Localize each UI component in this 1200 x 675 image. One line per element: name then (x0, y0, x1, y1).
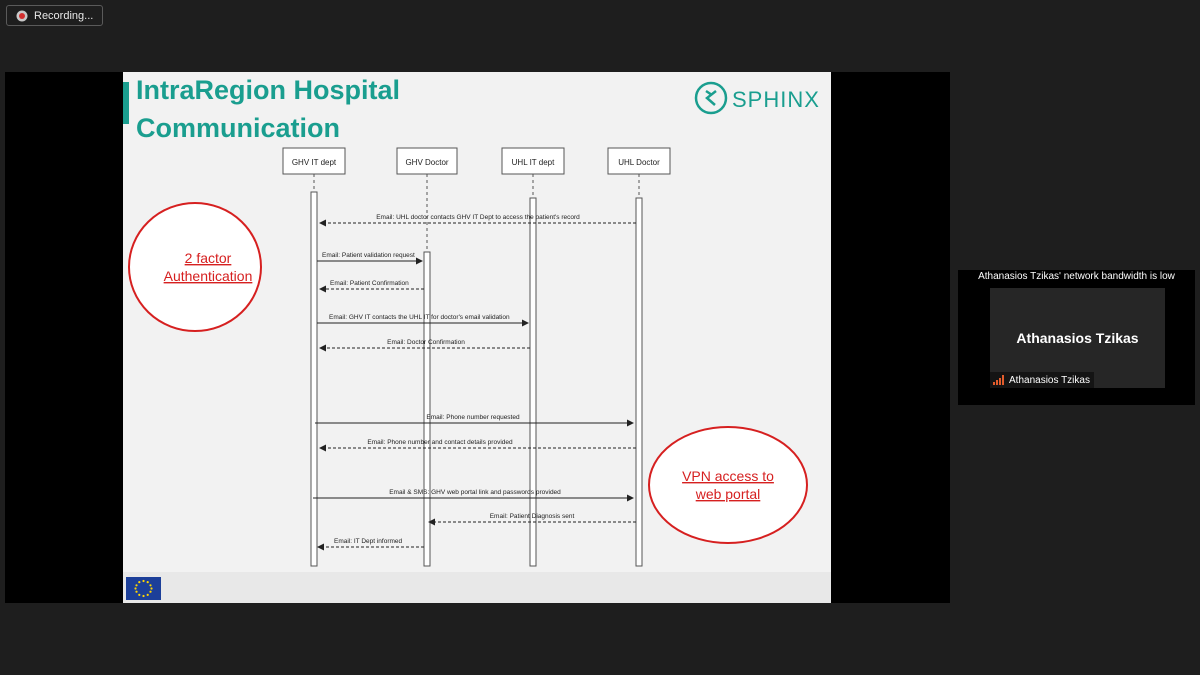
svg-text:web portal: web portal (695, 486, 761, 502)
presentation-slide (123, 72, 831, 603)
svg-text:Email: Patient validation requ: Email: Patient validation request (322, 252, 415, 259)
svg-text:Email: GHV IT contacts the UH: Email: GHV IT contacts the UHL IT for doctor's email validation (329, 314, 510, 321)
slide-title-line2: Communication (136, 113, 341, 143)
participant-video-tile[interactable] (990, 288, 1165, 388)
callout-vpn (649, 427, 807, 543)
lifeline-uhl-it (502, 148, 564, 566)
lifeline-label: GHV IT dept (291, 158, 337, 167)
lifeline-label: GHV Doctor (405, 158, 449, 167)
message-4 (317, 314, 528, 323)
participant-label-bar (990, 372, 1094, 388)
svg-text:Authentication: Authentication (163, 268, 253, 284)
slide-title-line1: IntraRegion Hospital (136, 75, 401, 105)
svg-text:Email: Phone number and contac: Email: Phone number and contact details provided (367, 439, 513, 446)
sphinx-logo-text: SPHINX (732, 87, 820, 112)
message-1 (320, 214, 636, 223)
message-7 (320, 439, 636, 448)
lifeline-ghv-doctor (397, 148, 457, 566)
recording-cloud-icon (16, 10, 28, 22)
message-3 (320, 280, 424, 289)
svg-text:Email: Patient Confirmation: Email: Patient Confirmation (330, 280, 409, 287)
participant-name: Athanasios Tzikas (1016, 330, 1139, 346)
message-10 (318, 538, 424, 547)
message-6 (315, 414, 633, 423)
signal-bars-icon (993, 375, 1005, 385)
svg-text:Email: UHL doctor contacts GHV: Email: UHL doctor contacts GHV IT Dept to access the patient's record (376, 214, 580, 221)
svg-text:Email: Phone number requested: Email: Phone number requested (426, 414, 520, 421)
svg-text:Email: Doctor Confirmation: Email: Doctor Confirmation (387, 339, 465, 346)
bandwidth-warning: Athanasios Tzikas' network bandwidth is low (978, 271, 1175, 282)
participant-label: Athanasios Tzikas (1009, 374, 1090, 386)
svg-text:2 factor: 2 factor (184, 250, 232, 266)
lifeline-label: UHL Doctor (618, 158, 660, 167)
svg-text:Email: IT Dept informed: Email: IT Dept informed (334, 538, 403, 545)
slide-footer (123, 572, 831, 603)
lifeline-label: UHL IT dept (511, 158, 555, 167)
lifeline-ghv-it (283, 148, 345, 566)
eu-flag-icon (126, 577, 161, 600)
message-2 (317, 252, 422, 261)
sequence-diagram (123, 72, 831, 572)
recording-label: Recording... (34, 9, 94, 22)
svg-text:VPN access to: VPN access to (682, 468, 774, 484)
recording-indicator[interactable] (6, 5, 103, 26)
svg-text:Email: Patient Diagnosis sent: Email: Patient Diagnosis sent (489, 513, 575, 520)
callout-2fa (129, 203, 261, 331)
message-8 (313, 489, 633, 498)
svg-text:Email & SMS: GHV web portal li: Email & SMS: GHV web portal link and passwords provided (389, 489, 561, 496)
